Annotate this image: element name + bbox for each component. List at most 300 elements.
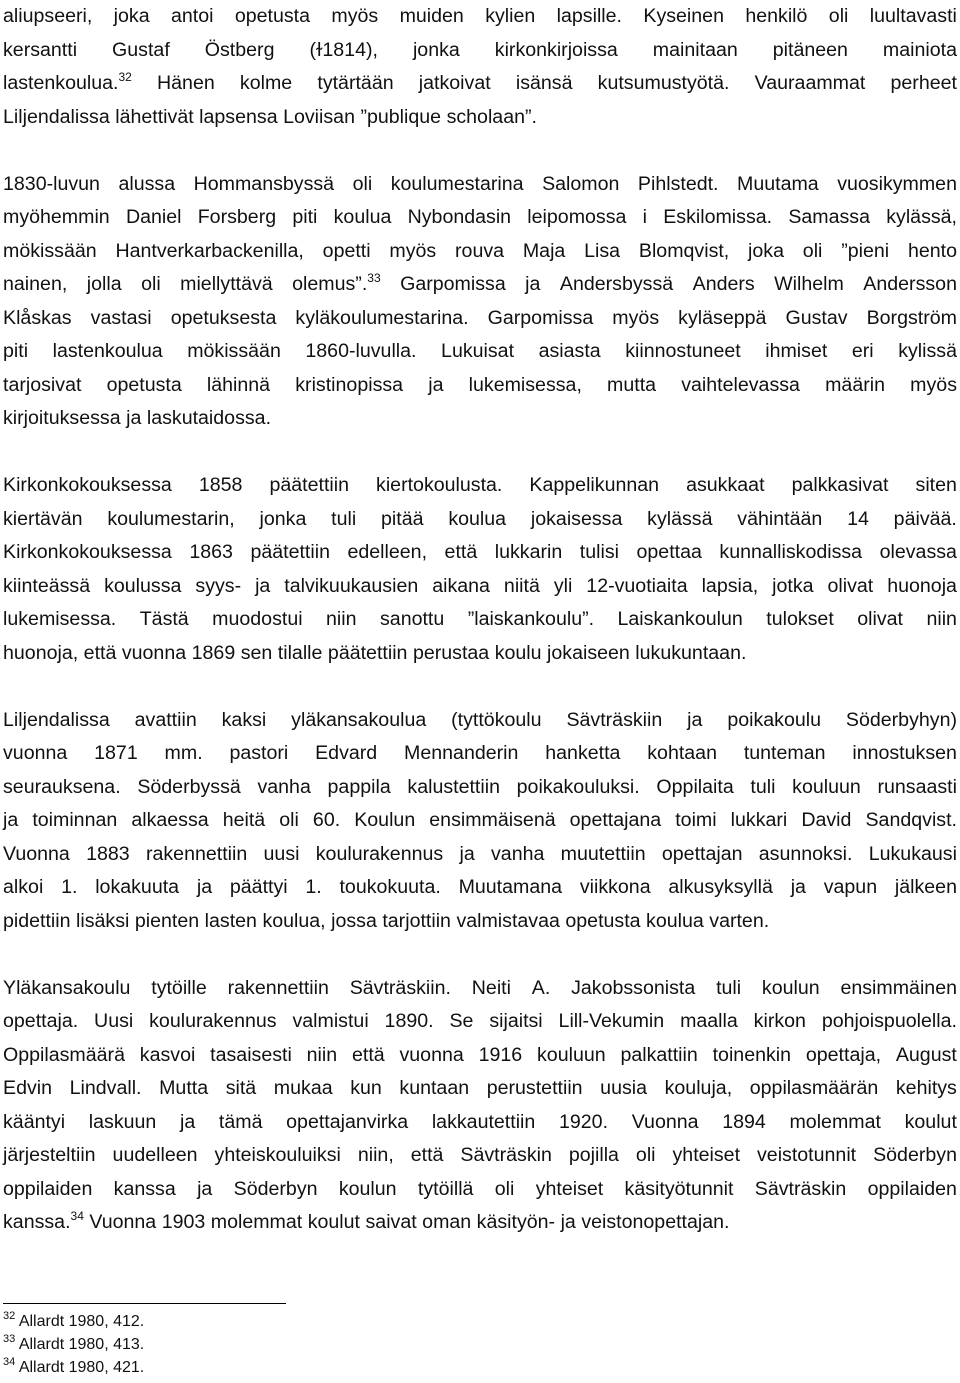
word: Liljendalissa <box>3 105 110 128</box>
word: uusia <box>600 1077 648 1099</box>
word: talvikuukausien <box>284 574 419 597</box>
word: jälkeen <box>894 876 957 898</box>
word: kiinnostuneet <box>625 340 741 362</box>
word: pohjoispuolella. <box>821 1010 957 1032</box>
word: Muutama <box>737 172 819 195</box>
word: asunnoksi. <box>758 842 853 865</box>
word: lähinnä <box>206 373 271 396</box>
word: Söderbyn <box>233 1177 318 1200</box>
word: pappila <box>327 775 391 798</box>
word: edelleen, <box>347 541 428 563</box>
word: tytöille <box>151 976 207 999</box>
word: ja <box>525 273 541 295</box>
paragraph-gap <box>3 938 957 972</box>
word: järjesteltiin <box>3 1144 96 1166</box>
text-line <box>3 335 957 369</box>
word: 1860-luvulla. <box>305 340 417 362</box>
word: Söderbyhyn) <box>845 708 957 731</box>
word: kehitys <box>895 1077 957 1099</box>
text-line <box>3 34 957 68</box>
word: mm. <box>164 742 203 764</box>
word: rakennettiin <box>227 976 329 999</box>
word: jonka <box>259 507 307 530</box>
word: opettaa <box>636 541 702 563</box>
text-line <box>3 1039 957 1073</box>
word: saivat <box>365 1211 417 1233</box>
word: ”publique <box>360 105 442 128</box>
word: 60. <box>312 809 341 831</box>
word: jokaisessa <box>530 507 623 530</box>
word: uudelleen <box>112 1144 198 1166</box>
footnote-text: Allardt 1980, 421. <box>18 1359 145 1376</box>
word: 1830-luvun <box>3 172 100 195</box>
word: Se <box>449 1010 474 1032</box>
word: kouluun <box>792 775 861 798</box>
word: Gustav <box>785 306 848 329</box>
text-line <box>3 1072 957 1106</box>
word: luultavasti <box>869 5 957 27</box>
word: (ɫ1814), <box>309 38 378 61</box>
word: opetusta <box>234 5 311 27</box>
word: toiminnan <box>32 809 118 831</box>
text-line <box>3 871 957 905</box>
word: mainiota <box>882 38 957 61</box>
word: 14 <box>847 507 869 530</box>
word: Koulun <box>354 809 416 831</box>
word: Uusi <box>94 1010 134 1032</box>
word: sanottu <box>380 608 445 630</box>
text-line <box>3 67 957 101</box>
paragraph <box>3 469 957 670</box>
word: Mutta <box>159 1077 209 1099</box>
word: tytärtään <box>317 72 394 94</box>
word: hanketta <box>545 742 621 764</box>
word: Muutamana <box>458 876 563 898</box>
word: siten <box>915 474 957 496</box>
word: rakennettiin <box>145 842 248 865</box>
word: lapsensa <box>199 105 278 128</box>
word: niin <box>926 608 957 630</box>
word: käsityön- <box>476 1211 556 1233</box>
word: huonoja, <box>3 641 79 664</box>
word: lapsia, <box>701 574 759 597</box>
word: pojilla <box>568 1144 619 1166</box>
word: scholaan”. <box>446 105 537 128</box>
word: tasaisesti <box>210 1043 292 1066</box>
text-line <box>3 1173 957 1207</box>
word: toinenkin <box>712 1043 792 1066</box>
word: kunnalliskodissa <box>719 541 863 563</box>
footnote-ref[interactable]: 34 <box>70 1209 84 1223</box>
text-line <box>3 469 957 503</box>
word: koulun <box>761 976 820 999</box>
word: Daniel <box>125 206 182 228</box>
word: vaihtelevassa <box>681 373 800 396</box>
word: Jakobssonista <box>571 976 696 999</box>
word: ja <box>3 809 19 831</box>
word: leipomossa <box>527 206 627 228</box>
word: Lindvall. <box>69 1077 142 1099</box>
word: muodostui <box>212 608 303 630</box>
word: pitäneen <box>772 38 848 61</box>
word: vastasi <box>90 306 152 329</box>
word: kohtaan <box>647 742 717 764</box>
word: lukemisessa, <box>468 373 582 396</box>
word: molemmat <box>210 1211 303 1233</box>
word: 1. <box>61 876 78 898</box>
word: tuli <box>331 507 357 530</box>
word: tarjottiin <box>382 909 451 932</box>
word: lakkautettiin <box>431 1110 536 1133</box>
word: opetuksesta <box>170 306 277 329</box>
word: Anders <box>692 273 755 295</box>
word: että <box>444 541 478 563</box>
word: Vuonna <box>631 1110 699 1133</box>
word: kaksi <box>221 708 267 731</box>
footnote <box>3 1310 144 1333</box>
word: ja <box>428 373 444 396</box>
word: Lisa <box>584 239 621 262</box>
word: jokaiseen <box>547 641 630 664</box>
word: 1883 <box>86 842 130 865</box>
word: asiasta <box>538 340 601 362</box>
word: kalustettiin <box>407 775 500 798</box>
word: koulua <box>448 507 507 530</box>
word: kylien <box>485 5 536 27</box>
word: perheet <box>890 72 957 94</box>
text-line <box>3 369 957 403</box>
word: i <box>642 206 647 228</box>
word: aliupseeri, <box>3 5 93 27</box>
word: Andersbyssä <box>559 273 674 295</box>
word: päättyi <box>229 876 288 898</box>
word: 1871 <box>94 742 138 764</box>
text-line <box>3 1106 957 1140</box>
word: koulumestarina <box>390 172 524 195</box>
text-line <box>3 235 957 269</box>
word: runsaasti <box>877 775 957 798</box>
word: avattiin <box>134 708 197 731</box>
word: nainen, <box>3 273 68 295</box>
word: tilalle <box>277 641 323 664</box>
word: kolme <box>239 72 293 94</box>
word: palkattiin <box>620 1043 698 1066</box>
word: kyläkoulumestarina. <box>295 306 469 329</box>
word: Forsberg <box>197 206 277 228</box>
word: koulun <box>338 1177 397 1200</box>
word: koulua <box>333 206 392 228</box>
word: Kyseinen <box>643 5 724 27</box>
word: henkilö <box>745 5 808 27</box>
text-line <box>3 503 957 537</box>
word: ja <box>196 876 213 898</box>
word: veistonopettajan. <box>581 1211 730 1233</box>
word: opetusta <box>106 373 182 396</box>
footnote-ref[interactable]: 32 <box>118 70 132 84</box>
word: ensimmäinen <box>840 976 957 999</box>
word: 1916 <box>478 1043 523 1066</box>
word: vähintään <box>737 507 823 530</box>
word: niin <box>306 1043 338 1066</box>
word: joka <box>748 239 784 262</box>
word: Tästä <box>139 608 189 630</box>
word: Garpomissa <box>400 273 506 295</box>
word: 1858 <box>198 474 243 496</box>
word: eri <box>851 340 874 362</box>
word: Nybondasin <box>407 206 512 228</box>
word: laskutaidossa. <box>146 407 272 429</box>
word: valmistavaa <box>456 909 560 932</box>
footnote-number: 34 <box>3 1356 16 1368</box>
word: syys- <box>195 574 242 597</box>
word: myös <box>389 239 437 262</box>
word: lukkari <box>730 809 788 831</box>
word: lasten <box>204 909 257 932</box>
word: kylässä <box>647 507 713 530</box>
word: Kirkonkokouksessa <box>3 541 172 563</box>
word: Eskilomissa. <box>663 206 773 228</box>
word: myös <box>331 5 379 27</box>
word: vuosikymmen <box>837 172 957 195</box>
word: koulurakennus <box>315 842 444 865</box>
word: kun <box>350 1077 382 1099</box>
word: että <box>351 1043 385 1066</box>
word: David <box>801 809 852 831</box>
word: mutta <box>607 373 657 396</box>
word: tuli <box>716 976 742 999</box>
word: jatkoivat <box>418 72 491 94</box>
word: myöhemmin <box>3 206 110 228</box>
word: molemmat <box>789 1110 881 1133</box>
word: poikakoulu <box>727 708 821 731</box>
word: koulut <box>307 1211 361 1233</box>
text-line <box>3 570 957 604</box>
word: niitä <box>503 574 540 597</box>
word: kiertävän <box>3 507 83 530</box>
word: Andersson <box>863 273 957 295</box>
word: kristinopissa <box>295 373 404 396</box>
word: ja <box>790 876 806 898</box>
word: huonoja <box>887 574 957 597</box>
word: piti <box>3 340 29 362</box>
word: viikkona <box>579 876 651 898</box>
word: oli <box>635 1144 656 1166</box>
word: Sandqvist. <box>865 809 957 831</box>
word: oli <box>494 1177 515 1200</box>
word: koulua <box>646 909 704 932</box>
word: Klåskas <box>3 306 72 329</box>
word: lastenkoulua <box>52 340 163 362</box>
word: koulussa <box>104 574 182 597</box>
word: alussa <box>118 172 176 195</box>
word: kyläseppä <box>678 306 767 329</box>
word: Yläkansakoulu <box>3 976 131 999</box>
word: kylässä, <box>886 206 957 228</box>
word: aikana <box>432 574 490 597</box>
word: niin <box>326 608 357 630</box>
word: muutettiin <box>560 842 646 865</box>
word: pitää <box>381 507 424 530</box>
word: 12-vuotiaita <box>586 574 688 597</box>
word: opetti <box>322 239 371 262</box>
word: sen <box>240 641 273 664</box>
word: yläkansakoulua <box>291 708 427 731</box>
word: ja <box>197 1177 213 1200</box>
text-line <box>3 838 957 872</box>
word: jossa <box>331 909 377 932</box>
word: kylissä <box>898 340 957 362</box>
word: tuli <box>750 775 776 798</box>
word: käsityötunnit <box>624 1177 734 1200</box>
word: heitä <box>222 809 266 831</box>
word: opettajana <box>569 809 662 831</box>
text-line <box>3 737 957 771</box>
text-line <box>3 637 957 671</box>
paragraph <box>3 972 957 1240</box>
word: poikakouluksi. <box>516 775 640 798</box>
word: mökissään <box>3 239 97 262</box>
word: asukkaat <box>686 474 765 496</box>
word: kiertokoulusta. <box>376 474 503 496</box>
word: Sävträskiin <box>566 708 663 731</box>
word: koulu <box>494 641 542 664</box>
word: Lukuisat <box>441 340 515 362</box>
word: pienten <box>134 909 200 932</box>
word: 1869 <box>191 641 236 664</box>
word: oli <box>828 5 849 27</box>
word: alkoi <box>3 876 44 898</box>
word: 1894 <box>722 1110 766 1133</box>
footnote-text: Allardt 1980, 412. <box>18 1313 145 1330</box>
word: perustaa <box>412 641 490 664</box>
word: alkusyksyllä <box>668 876 773 898</box>
word: 1863 <box>189 541 233 563</box>
word: veistotunnit <box>757 1144 857 1166</box>
footnote-number: 33 <box>3 1333 16 1345</box>
word: tytöillä <box>417 1177 474 1200</box>
text-line <box>3 1206 957 1240</box>
word: Sävträskiin. <box>349 976 451 999</box>
word: Neiti <box>471 976 511 999</box>
word: Samassa <box>788 206 870 228</box>
word: Lill-Vekumin <box>558 1010 665 1032</box>
word: yhteiset <box>672 1144 741 1166</box>
word: Oppilaita <box>656 775 734 798</box>
word: ensimmäisenä <box>429 809 556 831</box>
word: ihmiset <box>765 340 828 362</box>
word: tarjosivat <box>3 373 82 396</box>
word: kanssa.$^{34}$ <box>3 1209 84 1233</box>
word: Loviisan <box>283 105 355 128</box>
word: ja <box>126 407 142 429</box>
word: opetusta <box>565 909 641 932</box>
paragraph <box>3 168 957 436</box>
word: ”pieni <box>841 239 890 262</box>
footnote-separator <box>3 1303 286 1304</box>
word: ja <box>459 842 475 865</box>
word: olivat <box>827 574 874 597</box>
word: koulua, <box>262 909 326 932</box>
word: kutsumustyötä. <box>597 72 730 94</box>
word: pastori <box>229 742 289 764</box>
word: Gustaf <box>112 38 170 61</box>
word: vanha <box>257 775 311 798</box>
word: maalla <box>680 1010 738 1032</box>
text-line <box>3 402 957 436</box>
word: antoi <box>170 5 214 27</box>
word: kuntaan <box>399 1077 470 1099</box>
word: lähettivät <box>115 105 194 128</box>
word: Mennanderin <box>404 742 519 764</box>
word: yhteiskouluiksi <box>214 1144 341 1166</box>
text-line <box>3 0 957 34</box>
word: miellyttävä <box>180 273 273 295</box>
footnote <box>3 1333 144 1356</box>
word: isänsä <box>515 72 573 94</box>
footnote-number: 32 <box>3 1310 16 1322</box>
word: lokakuuta <box>95 876 180 898</box>
word: Vuonna <box>89 1211 157 1233</box>
word: uusi <box>263 842 300 865</box>
word: kasvoi <box>139 1043 196 1066</box>
word: koulut <box>904 1110 957 1133</box>
paragraph-gap <box>3 134 957 168</box>
word: ja <box>255 574 271 597</box>
word: kääntyi <box>3 1110 66 1133</box>
word: mukaa <box>273 1077 333 1099</box>
word: Hommansbyssä <box>193 172 335 195</box>
word: Östberg <box>204 38 275 61</box>
word: varten. <box>709 909 770 932</box>
word: Oppilasmäärä <box>3 1043 125 1066</box>
word: tunteman <box>743 742 826 764</box>
word: Blomqvist, <box>638 239 730 262</box>
word: myös <box>612 306 660 329</box>
word: oli <box>141 273 161 295</box>
word: olivat <box>857 608 903 630</box>
word: jolla <box>86 273 122 295</box>
word: opettaja. <box>3 1010 79 1032</box>
word: myös <box>910 373 957 396</box>
text-line <box>3 101 957 135</box>
word: Söderbyssä <box>137 775 241 798</box>
word: 1903 <box>161 1211 206 1233</box>
word: vuonna <box>121 641 187 664</box>
word: 1. <box>305 876 322 898</box>
word: opettajanvirka <box>286 1110 409 1133</box>
word: 1890. <box>384 1010 434 1032</box>
word: alkaessa <box>131 809 209 831</box>
text-line <box>3 1005 957 1039</box>
word: Sävträskin <box>754 1177 847 1200</box>
word: toimi <box>675 809 717 831</box>
word: Vuonna <box>3 842 70 865</box>
text-line <box>3 268 957 302</box>
footnote-ref[interactable]: 33 <box>367 271 381 285</box>
word: toukokuuta. <box>339 876 441 898</box>
word: Maja <box>522 239 566 262</box>
word: ja <box>687 708 703 731</box>
document-body <box>3 0 957 1240</box>
word: kirkonkirjoissa <box>494 38 618 61</box>
word: pidettiin <box>3 909 71 932</box>
text-line <box>3 201 957 235</box>
word: rouva <box>455 239 505 262</box>
word: päivää. <box>893 507 957 530</box>
word: kouluun <box>537 1043 606 1066</box>
word: oppilasmäärän <box>749 1077 879 1099</box>
word: vuonna <box>3 742 68 764</box>
